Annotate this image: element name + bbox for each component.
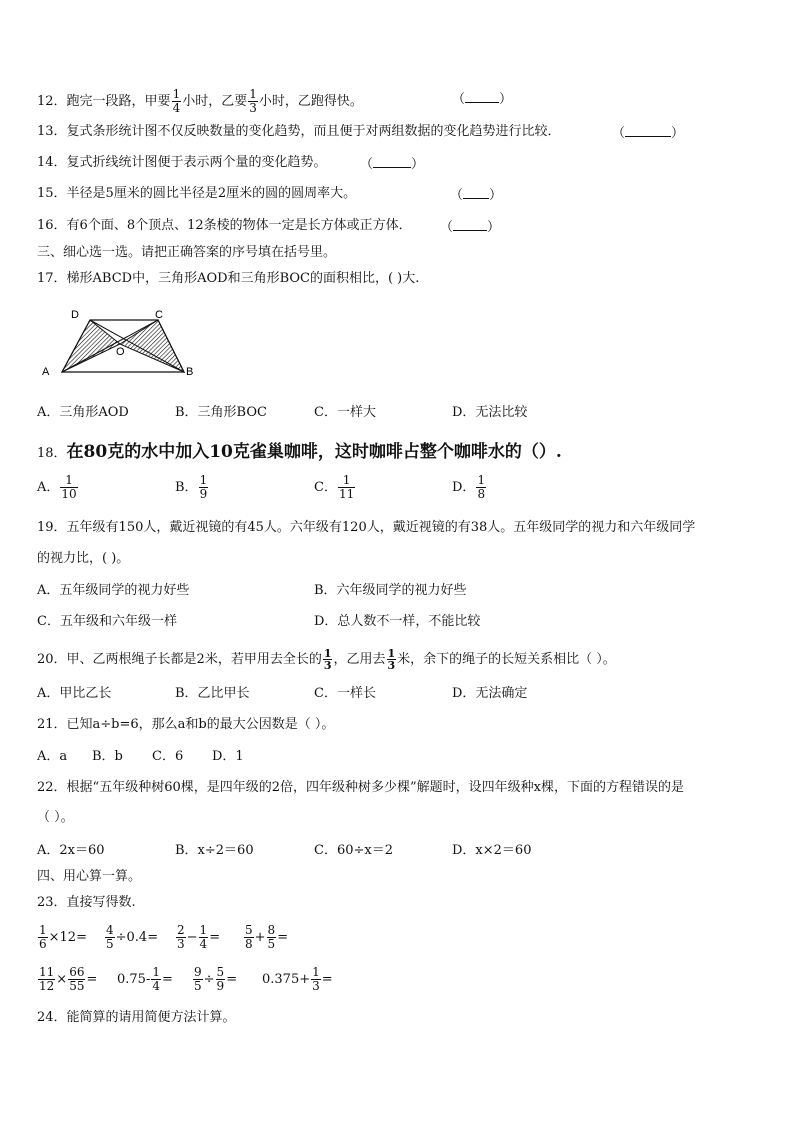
question-22-line-2	[37, 810, 74, 826]
q23-text: 23．直接写得数.	[37, 895, 136, 910]
question-15	[37, 186, 356, 202]
q14-answer-blank[interactable]	[373, 155, 411, 168]
question-21	[37, 717, 334, 733]
q20-text-c: 米，余下的绳子的长短关系相比（ ）。	[397, 652, 616, 667]
q20-text-a: 20．甲、乙两根绳子长都是2米，若甲用去全长的	[37, 652, 322, 667]
section-3-text: 三、细心选一选。请把正确答案的序号填在括号里。	[37, 245, 337, 260]
q12-fraction-1	[172, 88, 182, 115]
q21-option-b[interactable]: B．b	[92, 749, 123, 764]
q14-bracket-close: ）	[411, 157, 425, 172]
question-12	[37, 88, 363, 115]
q13-answer-bracket[interactable]	[612, 124, 684, 142]
q19-option-a[interactable]: A．五年级同学的视力好些	[37, 583, 190, 598]
q12-frac1-denominator: 4	[172, 101, 181, 115]
q14-bracket-open: （	[360, 157, 374, 172]
q12-frac1-numerator: 1	[172, 87, 181, 101]
q14-answer-bracket[interactable]	[360, 155, 424, 173]
q19-option-b[interactable]: B．六年级同学的视力好些	[314, 583, 467, 598]
q15-bracket-close: ）	[489, 188, 503, 203]
q18-text: 在80克的水中加入10克雀巢咖啡，这时咖啡占整个咖啡水的（）.	[66, 442, 562, 462]
q13-bracket-close: ）	[671, 126, 685, 141]
q22-option-b[interactable]: B．x÷2＝60	[175, 843, 254, 858]
q15-bracket-open: （	[450, 188, 464, 203]
q21-option-d[interactable]: D．1	[212, 749, 244, 764]
question-16	[37, 218, 412, 234]
section-3-heading	[37, 245, 336, 261]
q12-fraction-2	[248, 88, 258, 115]
question-19-line-2	[37, 551, 129, 567]
q16-bracket-open: （	[440, 220, 454, 235]
calc-1-3[interactable]: $\frac{2}{3}$ − $\frac{1}{4}$ =	[177, 923, 221, 951]
q17-text: 17．梯形ABCD中，三角形AOD和三角形BOC的面积相比，( )大.	[37, 271, 420, 286]
q17-option-d[interactable]: D．无法比较	[452, 405, 528, 420]
q22-text-line-2: （ ）。	[37, 810, 74, 825]
q21-option-a[interactable]: A．a	[37, 749, 68, 764]
q21-text: 21．已知a÷b=6，那么a和b的最大公因数是（ ）。	[37, 717, 335, 732]
q15-answer-blank[interactable]	[463, 186, 489, 199]
q17-option-c[interactable]: C．一样大	[314, 405, 376, 420]
q20-option-d[interactable]: D．无法确定	[452, 686, 528, 701]
q22-option-c[interactable]: C．60÷x＝2	[314, 843, 393, 858]
label-c: C	[155, 309, 163, 321]
q20-fraction-2: $\frac{1}{3}$	[387, 647, 396, 672]
q19-option-c[interactable]: C．五年级和六年级一样	[37, 614, 177, 629]
q19-text-line-2: 的视力比，( )。	[37, 551, 130, 566]
q22-option-a[interactable]: A．2x＝60	[37, 843, 105, 858]
q15-text: 15．半径是5厘米的圆比半径是2厘米的圆的圆周率大。	[37, 186, 357, 201]
q12-frac2-denominator: 3	[249, 101, 257, 115]
calc-2-3[interactable]: $\frac{9}{5}$ ÷ $\frac{5}{9}$ =	[194, 965, 238, 993]
q24-text: 24．能简算的请用简便方法计算。	[37, 1010, 236, 1025]
question-24	[37, 1010, 236, 1026]
q17-option-a[interactable]: A．三角形AOD	[37, 405, 129, 420]
q12-number: 12．	[37, 94, 67, 109]
q13-answer-blank[interactable]	[625, 124, 671, 137]
question-19-line-1	[37, 520, 695, 536]
q19-option-d[interactable]: D．总人数不一样，不能比较	[314, 614, 481, 629]
calc-1-1[interactable]: $\frac{1}{6}$ ×12=	[39, 923, 87, 951]
question-17	[37, 271, 419, 287]
q16-answer-blank[interactable]	[453, 218, 487, 231]
q15-answer-bracket[interactable]	[450, 186, 502, 204]
calc-1-4[interactable]: $\frac{5}{8}$ + $\frac{8}{5}$ =	[245, 923, 289, 951]
q12-answer-blank[interactable]	[465, 90, 499, 103]
question-18: 18．在80克的水中加入10克雀巢咖啡，这时咖啡占整个咖啡水的（）.	[37, 442, 562, 462]
calc-2-4[interactable]: 0.375+ $\frac{1}{3}$ =	[262, 965, 333, 993]
q12-bracket-open: （	[452, 92, 466, 107]
q21-option-c[interactable]: C．6	[152, 749, 184, 764]
question-13	[37, 124, 561, 140]
label-a: A	[42, 366, 50, 378]
q16-bracket-close: ）	[487, 220, 501, 235]
calc-2-2[interactable]: 0.75- $\frac{1}{4}$ =	[117, 965, 173, 993]
label-b: B	[186, 366, 194, 378]
calc-1-2[interactable]: $\frac{4}{5}$ ÷0.4=	[106, 923, 159, 951]
label-d: D	[71, 309, 79, 321]
question-20	[37, 648, 616, 671]
q20-option-a[interactable]: A．甲比乙长	[37, 686, 112, 701]
q20-fraction-1: $\frac{1}{3}$	[323, 647, 332, 672]
question-22-line-1	[37, 780, 684, 796]
q16-answer-bracket[interactable]	[440, 218, 500, 236]
q20-option-c[interactable]: C．一样长	[314, 686, 376, 701]
q12-bracket-close: ）	[499, 92, 513, 107]
q22-option-d[interactable]: D．x×2＝60	[452, 843, 532, 858]
q18-option-a[interactable]: A． $\frac{1}{10}$	[37, 473, 77, 501]
question-23	[37, 895, 136, 911]
q12-answer-bracket[interactable]	[452, 90, 512, 108]
q13-bracket-open: （	[612, 126, 626, 141]
q22-text-line-1: 22．根据“五年级种树60棵，是四年级的2倍，四年级种树多少棵”解题时，设四年级种x棵，下面的方程错误的是	[37, 780, 684, 795]
triangle-boc	[120, 320, 184, 372]
q20-option-b[interactable]: B．乙比甲长	[175, 686, 250, 701]
triangle-aod	[62, 320, 120, 372]
q18-option-c[interactable]: C． $\frac{1}{11}$	[314, 473, 355, 501]
q12-frac2-numerator: 1	[249, 87, 257, 101]
q14-text: 14．复式折线统计图便于表示两个量的变化趋势。	[37, 155, 327, 170]
q20-text-b: ，乙用去	[333, 652, 386, 667]
label-o: O	[116, 346, 125, 358]
trapezoid-figure	[38, 305, 208, 380]
calc-2-1[interactable]: $\frac{11}{12}$ × $\frac{66}{55}$ =	[39, 965, 98, 993]
section-4-text: 四、用心算一算。	[37, 869, 142, 884]
q16-text: 16．有6个面、8个顶点、12条棱的物体一定是长方体或正方体．	[37, 218, 412, 233]
q12-text-c: 小时，乙跑得快。	[258, 94, 363, 109]
q12-text-b: 小时，乙要	[182, 94, 248, 109]
q12-text-a: 跑完一段路，甲要	[66, 94, 171, 109]
q18-option-d[interactable]: D． $\frac{1}{8}$	[452, 473, 486, 501]
q19-text-line-1: 19．五年级有150人，戴近视镜的有45人。六年级有120人，戴近视镜的有38人。五年级同学的视力和六年级同学	[37, 520, 696, 535]
q18-option-b[interactable]: B． $\frac{1}{9}$	[175, 473, 208, 501]
question-14	[37, 155, 327, 171]
section-4-heading	[37, 869, 141, 885]
q17-option-b[interactable]: B．三角形BOC	[175, 405, 267, 420]
q13-text: 13．复式条形统计图不仅反映数量的变化趋势，而且便于对两组数据的变化趋势进行比较．	[37, 124, 561, 139]
